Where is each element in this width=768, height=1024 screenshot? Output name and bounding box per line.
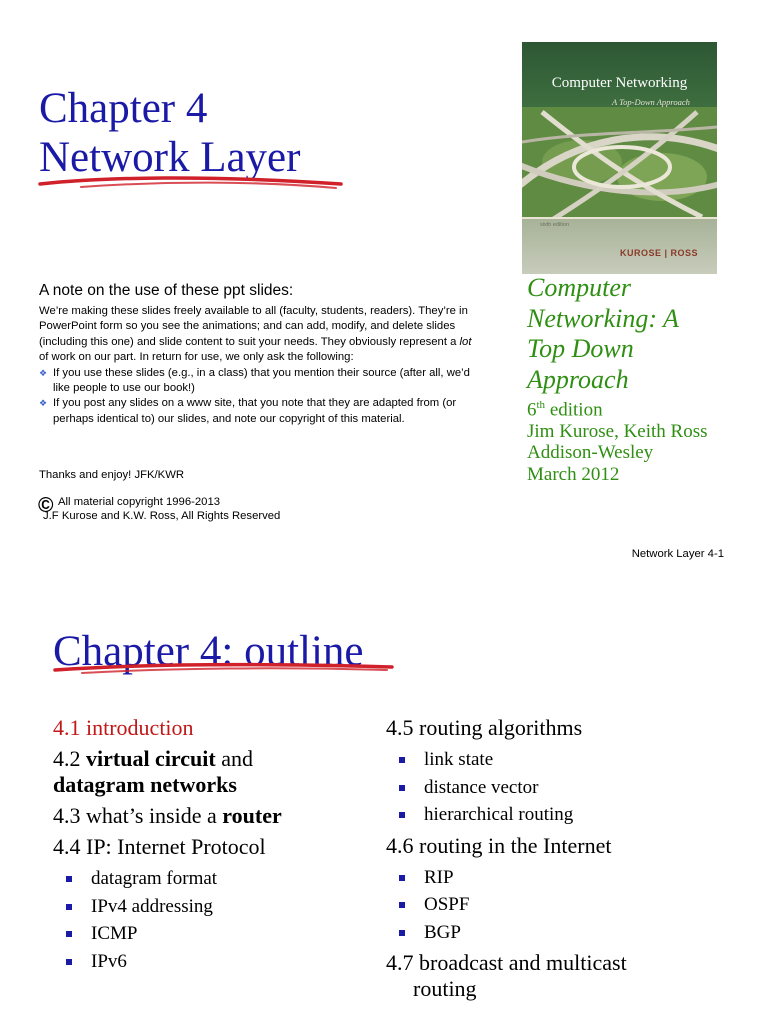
chapter-title: Chapter 4 — [39, 85, 208, 132]
item-number: 4.2 — [53, 746, 86, 771]
copyright-icon: © — [38, 494, 54, 517]
book-title-line: Computer — [527, 273, 631, 302]
subitem-text: IPv6 — [91, 950, 127, 972]
outline-right-column — [386, 715, 627, 1007]
edition-number: 6 — [527, 399, 537, 421]
square-bullet-icon — [399, 757, 405, 763]
note-bullet — [39, 396, 479, 427]
note-bullet — [39, 366, 479, 397]
book-date: March 2012 — [527, 463, 620, 485]
outline-item-4-5: 4.5 routing algorithms — [386, 715, 583, 740]
outline-subitem — [386, 774, 627, 802]
edition-suffix: th — [536, 399, 546, 411]
outline-subitem — [386, 919, 627, 947]
subitem-text: datagram format — [91, 868, 218, 889]
subitem-text: hierarchical routing — [424, 804, 574, 825]
outline-subitem — [386, 746, 627, 774]
copyright-line-2: J.F Kurose and K.W. Ross, All Rights Reserved — [43, 510, 281, 522]
subitem-text: RIP — [424, 866, 454, 888]
book-publisher: Addison-Wesley — [527, 442, 654, 464]
square-bullet-icon — [66, 959, 72, 965]
note-heading: A note on the use of these ppt slides: — [39, 282, 294, 299]
chapter-subtitle: Network Layer — [39, 134, 301, 181]
subitem-text: link state — [424, 749, 494, 770]
item-bold-text: virtual circuit — [86, 746, 216, 771]
copyright-line-1: All material copyright 1996-2013 — [58, 496, 221, 508]
note-text-end: of work on our part. In return for use, we only ask the following: — [39, 351, 354, 364]
square-bullet-icon — [66, 931, 72, 937]
outline-item-4-6: 4.6 routing in the Internet — [386, 832, 612, 858]
slide-outline — [0, 590, 768, 1024]
outline-subitem — [386, 864, 627, 892]
subitem-text: ICMP — [91, 923, 138, 944]
book-cover-image — [522, 42, 717, 274]
title-underline — [36, 172, 346, 194]
cover-authors: KUROSE | ROSS — [620, 248, 699, 258]
outline-item-4-7-cont: routing — [413, 976, 477, 1001]
subitem-text: OSPF — [424, 894, 470, 915]
outline-subitem — [53, 893, 282, 921]
outline-subitem — [386, 801, 627, 829]
item-text: 4.3 what’s inside a — [53, 803, 223, 828]
outline-left-column — [53, 715, 282, 975]
square-bullet-icon — [399, 785, 405, 791]
outline-title-underline — [52, 658, 397, 678]
square-bullet-icon — [399, 930, 405, 936]
cover-subtitle: A Top-Down Approach — [612, 97, 690, 107]
outline-item-4-1: 4.1 introduction — [53, 715, 194, 740]
book-edition — [527, 395, 708, 421]
outline-subitem — [53, 948, 282, 976]
subitem-text: IPv4 addressing — [91, 895, 213, 917]
outline-item-4-2 — [53, 746, 282, 772]
diamond-bullet-icon: ❖ — [39, 398, 48, 409]
item-text: and — [215, 746, 253, 771]
outline-subitem — [53, 920, 282, 948]
note-bullet-text: If you use these slides (e.g., in a class) that you mention their source (after all, we’d like people to use our book!) — [53, 366, 470, 395]
note-paragraph — [39, 304, 479, 366]
outline-item-4-4: 4.4 IP: Internet Protocol — [53, 834, 266, 859]
outline-item-4-7: 4.7 broadcast and multicast — [386, 950, 627, 975]
subitem-text: distance vector — [424, 776, 539, 798]
square-bullet-icon — [399, 875, 405, 881]
square-bullet-icon — [399, 902, 405, 908]
note-text: We’re making these slides freely available to all (faculty, students, readers). They’re in PowerPoint form so you see the animations; and can add, modify, and delete slides (including this one) and slide content to suit your needs. They obviously represent a — [39, 305, 468, 348]
subitem-text: BGP — [424, 921, 461, 943]
item-bold-text: router — [222, 803, 282, 828]
note-bullet-text: If you post any slides on a www site, that you note that they are adapted from (or perhaps identical to) our slides, and note our copyright of this material. — [53, 397, 457, 425]
cover-edition: sixth edition — [540, 222, 570, 228]
thanks-text: Thanks and enjoy! JFK/KWR — [39, 469, 185, 481]
diamond-bullet-icon: ❖ — [39, 367, 48, 378]
outline-subitem — [53, 865, 282, 893]
cover-title: Computer Networking — [551, 75, 688, 91]
book-authors: Jim Kurose, Keith Ross — [527, 420, 708, 442]
slide-footer: Network Layer 4-1 — [631, 548, 724, 560]
book-title-line: Approach — [527, 364, 629, 394]
outline-item-4-3 — [53, 803, 282, 829]
outline-item-4-2-cont — [53, 772, 282, 798]
outline-subitem — [386, 891, 627, 919]
outline-title: Chapter 4: outline — [53, 628, 364, 675]
book-info — [527, 273, 708, 485]
note-body — [39, 304, 479, 427]
note-emphasis: lot — [459, 335, 472, 348]
square-bullet-icon — [66, 904, 72, 910]
square-bullet-icon — [399, 812, 405, 818]
book-title-line: Top Down — [527, 334, 634, 363]
book-title-line: Networking: A — [527, 303, 679, 333]
item-bold-text: datagram networks — [53, 772, 237, 797]
square-bullet-icon — [66, 876, 72, 882]
edition-word: edition — [545, 399, 603, 421]
